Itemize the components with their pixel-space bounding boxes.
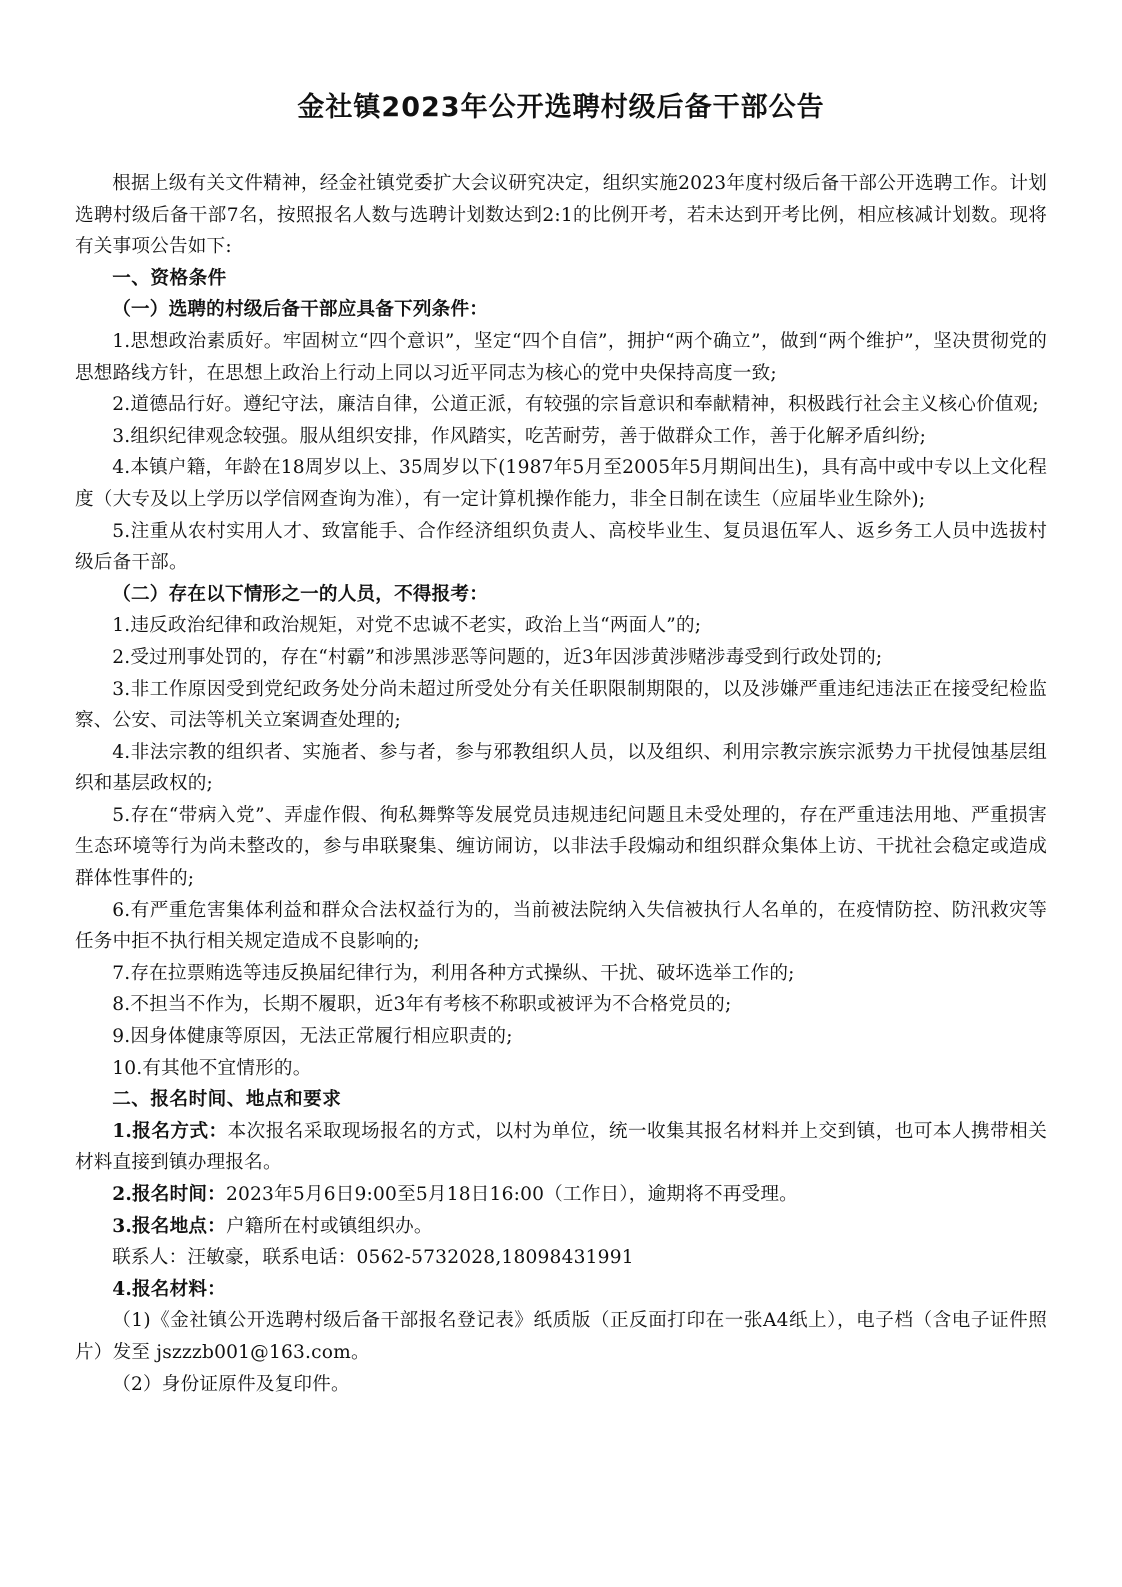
requirement-item: 3.组织纪律观念较强。服从组织安排，作风踏实，吃苦耐劳，善于做群众工作，善于化解矛盾纠纷; [112,425,927,447]
exclusion-item: 8.不担当不作为，长期不履职，近3年有考核不称职或被评为不合格党员的; [112,994,732,1016]
exclusion-item: 4.非法宗教的组织者、实施者、参与者，参与邪教组织人员，以及组织、利用宗教宗族宗派势力干扰侵蚀基层组织和基层政权的; [75,741,1047,795]
registration-method-text: 本次报名采取现场报名的方式，以村为单位，统一收集其报名材料并上交到镇，也可本人携带相关材料直接到镇办理报名。 [75,1120,1048,1174]
subsection-heading-requirements: （一）选聘的村级后备干部应具备下列条件： [112,299,489,321]
registration-materials [75,1274,1047,1306]
registration-method-label: 1.报名方式： [112,1120,228,1142]
registration-time [75,1179,1047,1211]
exclusion-item: 6.有严重危害集体利益和群众合法权益行为的，当前被法院纳入失信被执行人名单的，在疫情防控、防汛救灾等任务中拒不执行相关规定造成不良影响的; [75,899,1047,953]
exclusion-item: 10.有其他不宜情形的。 [112,1057,312,1079]
registration-time-label: 2.报名时间： [112,1184,226,1205]
subsection-heading-exclusions: （二）存在以下情形之一的人员，不得报考： [112,583,489,605]
material-item: （1)《金社镇公开选聘村级后备干部报名登记表》纸质版（正反面打印在一张A4纸上），电子档（含电子证件照片）发至 jszzzb001@163.com。 [75,1310,1047,1363]
registration-place-text: 户籍所在村或镇组织办。 [225,1215,433,1237]
requirement-item: 4.本镇户籍，年龄在18周岁以上、35周岁以下(1987年5月至2005年5月期间出生)，具有高中或中专以上文化程度（大专及以上学历以学信网查询为准），有一定计算机操作能力，非全日制在读生（应届毕业生除外); [75,457,1047,510]
section-heading-qualifications: 一、资格条件 [112,267,227,289]
requirement-item: 1.思想政治素质好。牢固树立“四个意识”，坚定“四个自信”，拥护“两个确立”，做到“两个维护”，坚决贯彻党的思想路线方针，在思想上政治上行动上同以习近平同志为核心的党中央保持高度一致; [75,330,1047,384]
registration-materials-label: 4.报名材料： [112,1278,226,1300]
registration-time-text: 2023年5月6日9:00至5月18日16:00（工作日），逾期将不再受理。 [225,1184,798,1205]
registration-place [75,1211,1047,1243]
exclusion-item: 9.因身体健康等原因，无法正常履行相应职责的; [112,1026,513,1048]
exclusion-item: 5.存在“带病入党”、弄虚作假、徇私舞弊等发展党员违规违纪问题且未受处理的，存在严重违法用地、严重损害生态环境等行为尚未整改的，参与串联聚集、缠访闹访，以非法手段煽动和组织群众集体上访、干扰社会稳定或造成群体性事件的; [75,804,1047,890]
exclusion-item: 2.受过刑事处罚的，存在“村霸”和涉黑涉恶等问题的，近3年因涉黄涉赌涉毒受到行政处罚的; [112,646,883,668]
registration-place-label: 3.报名地点： [112,1215,226,1237]
contact-info: 联系人：汪敏豪，联系电话：0562-5732028,18098431991 [112,1247,634,1269]
section-heading-registration: 二、报名时间、地点和要求 [112,1089,342,1111]
exclusion-item: 7.存在拉票贿选等违反换届纪律行为，利用各种方式操纵、干扰、破坏选举工作的; [112,962,795,984]
exclusion-item: 3.非工作原因受到党纪政务处分尚未超过所受处分有关任职限制期限的，以及涉嫌严重违纪违法正在接受纪检监察、公安、司法等机关立案调查处理的; [75,678,1047,732]
requirement-item: 5.注重从农村实用人才、致富能手、合作经济组织负责人、高校毕业生、复员退伍军人、返乡务工人员中选拔村级后备干部。 [75,520,1047,574]
registration-method [75,1116,1047,1179]
intro-paragraph: 根据上级有关文件精神，经金社镇党委扩大会议研究决定，组织实施2023年度村级后备干部公开选聘工作。计划选聘村级后备干部7名，按照报名人数与选聘计划数达到2:1的比例开考，若未达到开考比例，相应核减计划数。现将有关事项公告如下: [75,173,1047,258]
announcement-page [75,88,1047,1400]
document-body [75,168,1047,1400]
requirement-item: 2.道德品行好。遵纪守法，廉洁自律，公道正派，有较强的宗旨意识和奉献精神，积极践行社会主义核心价值观; [112,394,1039,416]
material-item: （2）身份证原件及复印件。 [112,1373,350,1395]
exclusion-item: 1.违反政治纪律和政治规矩，对党不忠诚不老实，政治上当“两面人”的; [112,615,702,637]
document-title: 金社镇2023年公开选聘村级后备干部公告 [297,92,825,123]
